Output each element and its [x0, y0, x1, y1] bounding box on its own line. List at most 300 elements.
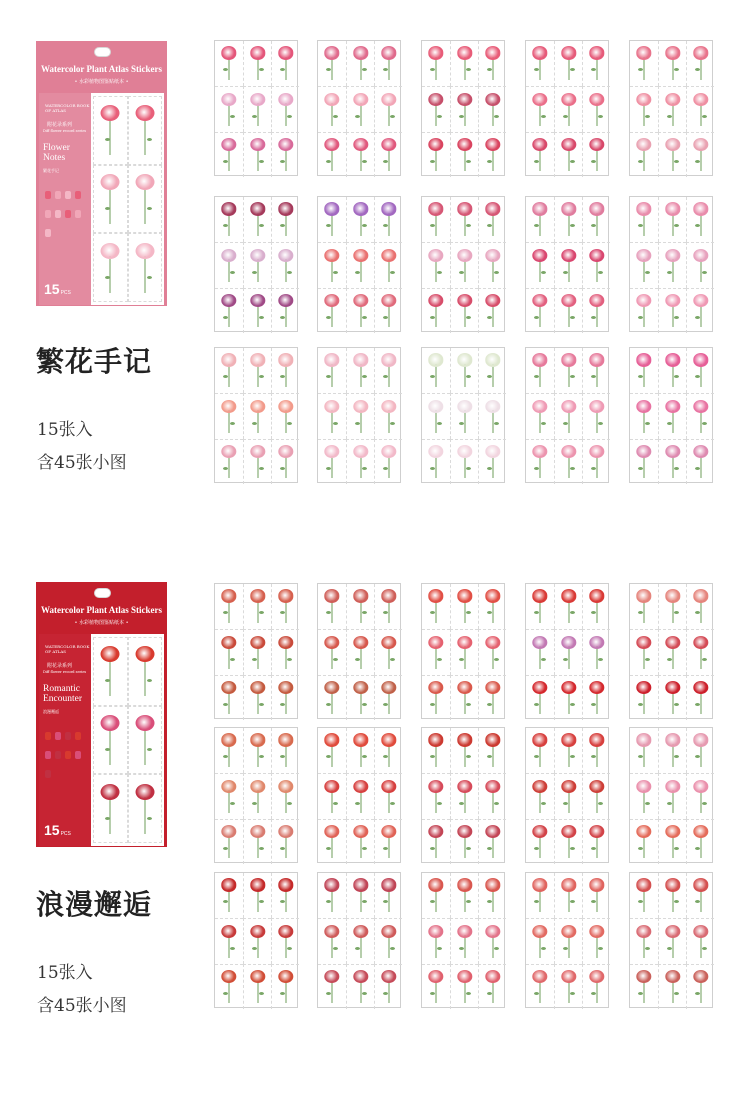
sticker-cell [318, 439, 346, 484]
flower-illustration [526, 728, 554, 773]
sticker-cell [554, 773, 582, 818]
sticker-cell [526, 439, 554, 484]
sticker-cell [526, 288, 554, 333]
sticker-cell [582, 197, 610, 242]
sticker-cell [582, 41, 610, 86]
sticker-sheet [629, 347, 713, 483]
flower-illustration [215, 243, 243, 287]
package-sticker-cell [93, 637, 128, 706]
sticker-cell [346, 197, 374, 242]
sticker-cell [478, 819, 506, 864]
sticker-cell [582, 964, 610, 1009]
package-sticker-cell [128, 165, 163, 234]
sticker-cell [243, 197, 271, 242]
sticker-cell [478, 86, 506, 131]
flower-illustration [687, 197, 714, 242]
sticker-cell [686, 773, 714, 818]
sticker-cell [554, 197, 582, 242]
sticker-sheet [421, 40, 505, 176]
flower-illustration [630, 348, 658, 393]
flower-illustration [422, 289, 450, 333]
flower-illustration [272, 630, 299, 674]
sticker-cell [318, 393, 346, 438]
sticker-cell [554, 728, 582, 773]
sticker-cell [346, 819, 374, 864]
flower-illustration [94, 97, 127, 164]
flower-illustration [272, 965, 299, 1009]
mini-sticker-icon [45, 229, 51, 237]
flower-illustration [318, 87, 346, 131]
flower-illustration [272, 440, 299, 484]
flower-illustration [422, 440, 450, 484]
flower-illustration [244, 728, 271, 773]
sticker-cell [374, 288, 402, 333]
sticker-sheet [214, 347, 298, 483]
flower-illustration [318, 820, 346, 864]
flower-illustration [479, 289, 506, 333]
mini-sticker-icon [55, 191, 61, 199]
flower-illustration [630, 676, 658, 720]
sticker-cell [630, 288, 658, 333]
sticker-cell [526, 393, 554, 438]
flower-illustration [555, 584, 582, 629]
package-cover [36, 582, 167, 847]
flower-illustration [347, 289, 374, 333]
flower-illustration [215, 919, 243, 963]
flower-illustration [215, 584, 243, 629]
flower-illustration [583, 197, 610, 242]
sticker-sheet [317, 583, 401, 719]
flower-illustration [451, 133, 478, 177]
sticker-cell [582, 242, 610, 287]
sticker-sheet [421, 872, 505, 1008]
flower-illustration [659, 41, 686, 86]
flower-illustration [129, 166, 162, 233]
sticker-cell [478, 132, 506, 177]
flower-illustration [659, 394, 686, 438]
flower-illustration [347, 630, 374, 674]
flower-illustration [347, 873, 374, 918]
sticker-cell [686, 873, 714, 918]
flower-illustration [375, 289, 402, 333]
sticker-cell [450, 86, 478, 131]
flower-illustration [659, 774, 686, 818]
flower-illustration [451, 728, 478, 773]
sticker-cell [658, 873, 686, 918]
flower-illustration [583, 728, 610, 773]
sticker-cell [215, 584, 243, 629]
flower-illustration [215, 774, 243, 818]
sticker-cell [526, 242, 554, 287]
sticker-cell [554, 86, 582, 131]
flower-illustration [422, 774, 450, 818]
sticker-cell [243, 873, 271, 918]
flower-illustration [272, 584, 299, 629]
sticker-cell [243, 86, 271, 131]
flower-illustration [479, 919, 506, 963]
sticker-cell [686, 86, 714, 131]
sticker-cell [658, 242, 686, 287]
flower-illustration [244, 394, 271, 438]
flower-illustration [318, 965, 346, 1009]
sticker-cell [686, 819, 714, 864]
sticker-cell [271, 728, 299, 773]
sticker-cell [215, 873, 243, 918]
sticker-cell [346, 675, 374, 720]
sticker-cell [630, 132, 658, 177]
sticker-cell [271, 629, 299, 674]
sticker-cell [450, 675, 478, 720]
sticker-cell [271, 675, 299, 720]
product-name: 繁花手记 [36, 345, 153, 378]
flower-illustration [94, 775, 127, 842]
flower-illustration [375, 41, 402, 86]
sticker-cell [422, 197, 450, 242]
flower-illustration [555, 394, 582, 438]
mini-sticker-icon [75, 191, 81, 199]
sticker-cell [526, 348, 554, 393]
package-mini-stickers [43, 726, 87, 783]
flower-illustration [479, 584, 506, 629]
package-band [39, 93, 91, 305]
flower-illustration [630, 87, 658, 131]
sticker-cell [658, 629, 686, 674]
flower-illustration [555, 243, 582, 287]
sticker-cell [243, 288, 271, 333]
sticker-cell [374, 86, 402, 131]
sticker-cell [374, 728, 402, 773]
flower-illustration [687, 394, 714, 438]
flower-illustration [215, 728, 243, 773]
flower-illustration [422, 197, 450, 242]
flower-illustration [215, 289, 243, 333]
sticker-cell [346, 728, 374, 773]
flower-illustration [318, 774, 346, 818]
hang-hole [94, 588, 111, 598]
sticker-cell [582, 819, 610, 864]
sticker-cell [478, 675, 506, 720]
sticker-cell [658, 197, 686, 242]
sticker-cell [215, 439, 243, 484]
flower-illustration [659, 440, 686, 484]
flower-illustration [526, 440, 554, 484]
mini-sticker-icon [75, 732, 81, 740]
flower-illustration [422, 676, 450, 720]
sticker-cell [374, 242, 402, 287]
sticker-cell [658, 288, 686, 333]
sticker-sheet [525, 196, 609, 332]
sticker-cell [526, 873, 554, 918]
sticker-sheet [421, 727, 505, 863]
flower-illustration [451, 87, 478, 131]
package-title: Watercolor Plant Atlas Stickers [41, 64, 162, 74]
flower-illustration [687, 873, 714, 918]
sticker-sheet [525, 727, 609, 863]
sticker-cell [478, 584, 506, 629]
sticker-cell [422, 819, 450, 864]
sticker-cell [686, 629, 714, 674]
flower-illustration [555, 676, 582, 720]
mini-sticker-icon [65, 751, 71, 759]
flower-illustration [479, 774, 506, 818]
sticker-cell [271, 41, 299, 86]
sticker-cell [630, 728, 658, 773]
sticker-cell [658, 819, 686, 864]
sticker-cell [243, 439, 271, 484]
sticker-cell [686, 728, 714, 773]
package-sticker-cell [128, 774, 163, 843]
sticker-cell [215, 86, 243, 131]
sticker-cell [318, 348, 346, 393]
sticker-sheet [421, 583, 505, 719]
sticker-cell [346, 918, 374, 963]
flower-illustration [272, 728, 299, 773]
sticker-cell [630, 197, 658, 242]
flower-illustration [555, 820, 582, 864]
flower-illustration [659, 197, 686, 242]
flower-illustration [451, 919, 478, 963]
sticker-cell [318, 242, 346, 287]
sticker-cell [582, 773, 610, 818]
sticker-cell [630, 439, 658, 484]
package-sticker-cell [93, 233, 128, 302]
sticker-sheet [421, 347, 505, 483]
flower-illustration [687, 440, 714, 484]
sticker-cell [554, 439, 582, 484]
sticker-cell [374, 41, 402, 86]
sticker-cell [374, 964, 402, 1009]
sticker-cell [374, 918, 402, 963]
flower-illustration [659, 919, 686, 963]
sticker-cell [346, 584, 374, 629]
sticker-cell [271, 197, 299, 242]
flower-illustration [318, 630, 346, 674]
flower-illustration [347, 774, 374, 818]
flower-illustration [630, 820, 658, 864]
sticker-cell [346, 348, 374, 393]
sticker-cell [526, 41, 554, 86]
flower-illustration [318, 440, 346, 484]
sticker-cell [478, 348, 506, 393]
sticker-cell [450, 348, 478, 393]
flower-illustration [526, 348, 554, 393]
sticker-cell [346, 242, 374, 287]
flower-illustration [630, 440, 658, 484]
sticker-cell [346, 132, 374, 177]
flower-illustration [659, 584, 686, 629]
sheet-count: 15张入 [37, 963, 93, 983]
flower-illustration [244, 774, 271, 818]
flower-illustration [526, 873, 554, 918]
flower-illustration [451, 440, 478, 484]
sticker-cell [554, 873, 582, 918]
flower-illustration [583, 87, 610, 131]
flower-illustration [526, 820, 554, 864]
flower-illustration [215, 394, 243, 438]
sticker-cell [422, 728, 450, 773]
sticker-cell [554, 348, 582, 393]
flower-illustration [347, 243, 374, 287]
product-section-flower-notes [0, 0, 750, 540]
flower-illustration [687, 584, 714, 629]
sticker-cell [215, 819, 243, 864]
sticker-cell [422, 675, 450, 720]
flower-illustration [583, 289, 610, 333]
flower-illustration [687, 348, 714, 393]
sticker-cell [478, 393, 506, 438]
sticker-cell [215, 132, 243, 177]
sticker-sheet [525, 583, 609, 719]
sticker-cell [450, 584, 478, 629]
sticker-cell [450, 819, 478, 864]
flower-illustration [630, 41, 658, 86]
package-name-cn: 繁花手记 [43, 168, 59, 173]
flower-illustration [347, 728, 374, 773]
flower-illustration [630, 919, 658, 963]
flower-illustration [630, 774, 658, 818]
sticker-cell [215, 675, 243, 720]
sticker-cell [686, 197, 714, 242]
sticker-cell [630, 41, 658, 86]
sticker-cell [346, 439, 374, 484]
flower-illustration [318, 676, 346, 720]
sticker-cell [422, 584, 450, 629]
flower-illustration [272, 820, 299, 864]
sticker-cell [422, 41, 450, 86]
flower-illustration [215, 87, 243, 131]
flower-illustration [555, 440, 582, 484]
sticker-cell [243, 773, 271, 818]
flower-illustration [347, 197, 374, 242]
flower-illustration [318, 289, 346, 333]
flower-illustration [479, 197, 506, 242]
mini-sticker-icon [75, 210, 81, 218]
flower-illustration [526, 243, 554, 287]
flower-illustration [451, 873, 478, 918]
sticker-cell [346, 86, 374, 131]
sticker-cell [686, 348, 714, 393]
sticker-cell [215, 288, 243, 333]
flower-illustration [347, 87, 374, 131]
sticker-cell [658, 728, 686, 773]
sticker-cell [526, 584, 554, 629]
mini-count: 含45张小图 [37, 453, 127, 473]
sticker-cell [686, 242, 714, 287]
flower-illustration [630, 197, 658, 242]
sticker-cell [658, 41, 686, 86]
sticker-cell [658, 348, 686, 393]
flower-illustration [347, 584, 374, 629]
flower-illustration [215, 133, 243, 177]
package-series-cn: 附花录系列 [47, 663, 73, 669]
package-sticker-cell [128, 233, 163, 302]
flower-illustration [659, 873, 686, 918]
sticker-cell [422, 288, 450, 333]
mini-sticker-icon [45, 210, 51, 218]
sticker-sheet [317, 347, 401, 483]
sheet-count: 15张入 [37, 420, 93, 440]
sticker-cell [374, 584, 402, 629]
sticker-cell [686, 964, 714, 1009]
sticker-cell [478, 629, 506, 674]
sticker-cell [686, 393, 714, 438]
flower-illustration [215, 676, 243, 720]
flower-illustration [244, 584, 271, 629]
flower-illustration [583, 243, 610, 287]
flower-illustration [479, 820, 506, 864]
sticker-cell [422, 629, 450, 674]
flower-illustration [583, 41, 610, 86]
mini-sticker-icon [45, 191, 51, 199]
sticker-cell [686, 288, 714, 333]
flower-illustration [244, 630, 271, 674]
flower-illustration [659, 676, 686, 720]
flower-illustration [451, 348, 478, 393]
flower-illustration [318, 584, 346, 629]
flower-illustration [630, 133, 658, 177]
sticker-cell [526, 819, 554, 864]
flower-illustration [630, 873, 658, 918]
flower-illustration [244, 87, 271, 131]
sticker-cell [271, 873, 299, 918]
flower-illustration [451, 289, 478, 333]
sticker-cell [243, 728, 271, 773]
flower-illustration [630, 584, 658, 629]
sticker-cell [658, 584, 686, 629]
sticker-cell [271, 918, 299, 963]
sticker-cell [243, 675, 271, 720]
sticker-cell [215, 918, 243, 963]
flower-illustration [555, 197, 582, 242]
sticker-cell [346, 41, 374, 86]
flower-illustration [659, 289, 686, 333]
sticker-cell [374, 773, 402, 818]
flower-illustration [422, 243, 450, 287]
sticker-cell [526, 728, 554, 773]
package-sticker-grid [93, 96, 162, 302]
flower-illustration [526, 41, 554, 86]
mini-sticker-icon [55, 210, 61, 218]
flower-illustration [318, 133, 346, 177]
sticker-cell [554, 964, 582, 1009]
flower-illustration [479, 133, 506, 177]
sticker-cell [450, 629, 478, 674]
sticker-cell [582, 288, 610, 333]
sticker-cell [658, 393, 686, 438]
flower-illustration [244, 919, 271, 963]
sticker-cell [271, 393, 299, 438]
flower-illustration [555, 87, 582, 131]
sticker-cell [582, 873, 610, 918]
flower-illustration [244, 820, 271, 864]
flower-illustration [451, 965, 478, 1009]
sticker-cell [374, 197, 402, 242]
flower-illustration [244, 676, 271, 720]
flower-illustration [583, 774, 610, 818]
sticker-cell [658, 964, 686, 1009]
sticker-cell [215, 964, 243, 1009]
sticker-cell [215, 773, 243, 818]
sticker-sheet [525, 40, 609, 176]
sticker-cell [450, 197, 478, 242]
flower-illustration [555, 133, 582, 177]
package-subtitle: • 水彩植物图鉴贴纸本 • [74, 620, 129, 626]
package-series-en: Diff flower record series [43, 129, 87, 133]
flower-illustration [479, 728, 506, 773]
sticker-cell [271, 348, 299, 393]
sticker-cell [582, 675, 610, 720]
package-title: Watercolor Plant Atlas Stickers [41, 605, 162, 615]
